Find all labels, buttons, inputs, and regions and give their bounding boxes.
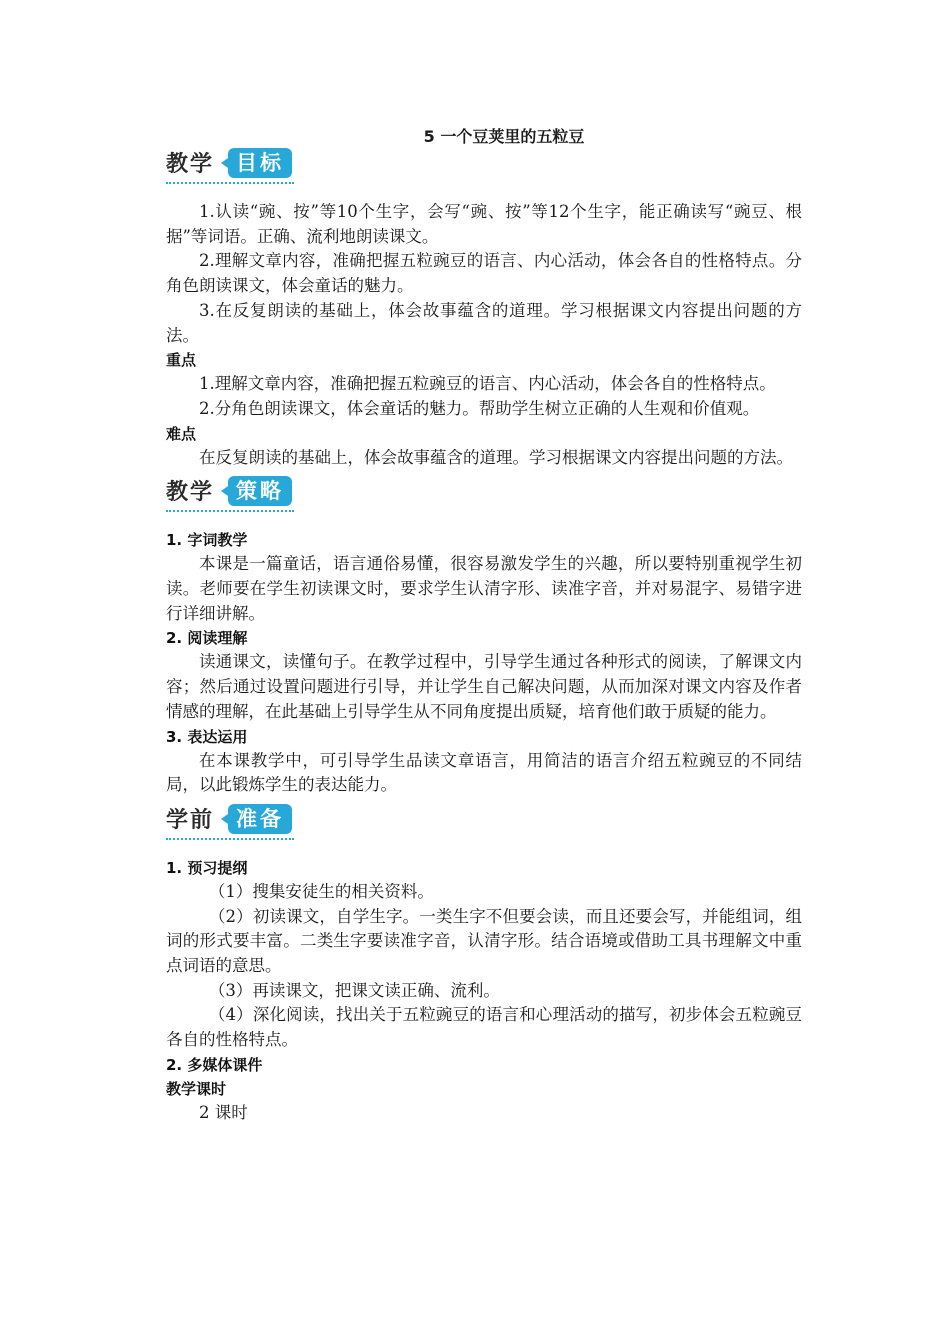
document-content	[166, 126, 802, 1126]
media-heading: 2. 多媒体课件	[166, 1055, 263, 1074]
page-title: 5 一个豆荚里的五粒豆	[423, 127, 585, 146]
banner-underline	[166, 182, 294, 184]
outline-item: （4）深化阅读，找出关于五粒豌豆的语言和心理活动的描写，初步体会五粒豌豆各自的性格特点。	[166, 1005, 802, 1050]
banner-left-text: 教学	[166, 480, 215, 506]
goal-item: 3.在反复朗读的基础上，体会故事蕴含的道理。学习根据课文内容提出问题的方法。	[166, 300, 802, 345]
hours-heading: 教学课时	[166, 1079, 227, 1098]
key-point-item: 1.理解文章内容，准确把握五粒豌豆的语言、内心活动，体会各自的性格特点。	[199, 374, 776, 394]
goal-item: 1.认读“豌、按”等10个生字，会写“豌、按”等12个生字，能正确读写“豌豆、根据”等词语。正确、流利地朗读课文。	[166, 202, 802, 246]
strategy-heading: 1. 字词教学	[166, 531, 248, 550]
strategy-text: 本课是一篇童话，语言通俗易懂，很容易激发学生的兴趣，所以要特别重视学生初读。老师要在学生初读课文时，要求学生认清字形、读准字音，并对易混字、易错字进行详细讲解。	[166, 554, 802, 623]
section-banner-prep	[166, 804, 298, 838]
hours-text: 2 课时	[199, 1102, 248, 1122]
banner-left-text: 学前	[166, 807, 215, 833]
outline-item: （3）再读课文，把课文读正确、流利。	[208, 980, 500, 1000]
section-banner-strategy	[166, 476, 298, 510]
strategy-heading: 3. 表达运用	[166, 727, 248, 746]
outline-heading: 1. 预习提纲	[166, 858, 248, 877]
banner-underline	[166, 510, 294, 512]
banner-right-tag: 准备	[228, 804, 292, 834]
outline-item: （1）搜集安徒生的相关资料。	[208, 881, 434, 901]
strategy-text: 在本课教学中，可引导学生品读文章语言，用简洁的语言介绍五粒豌豆的不同结局，以此锻炼学生的表达能力。	[166, 750, 802, 795]
difficulty-heading: 难点	[166, 424, 197, 443]
banner-left-text: 教学	[166, 152, 215, 177]
strategy-heading: 2. 阅读理解	[166, 629, 248, 648]
key-point-item: 2.分角色朗读课文，体会童话的魅力。帮助学生树立正确的人生观和价值观。	[199, 398, 760, 418]
key-points-heading: 重点	[166, 351, 197, 370]
strategy-text: 读通课文，读懂句子。在教学过程中，引导学生通过各种形式的阅读，了解课文内容；然后通过设置问题进行引导，并让学生自己解决问题，从而加深对课文内容及作者情感的理解，在此基础上引导学生从不同角度提出质疑，培育他们敢于质疑的能力。	[166, 652, 802, 721]
banner-underline	[166, 838, 294, 840]
goal-item: 2.理解文章内容，准确把握五粒豌豆的语言、内心活动，体会各自的性格特点。分角色朗读课文，体会童话的魅力。	[166, 251, 802, 296]
banner-right-tag: 策略	[228, 476, 292, 506]
outline-item: （2）初读课文，自学生字。一类生字不但要会读，而且还要会写，并能组词，组词的形式要丰富。二类生字要读准字音，认清字形。结合语境或借助工具书理解文中重点词语的意思。	[166, 906, 802, 976]
banner-right-tag: 目标	[228, 148, 292, 178]
difficulty-text: 在反复朗读的基础上，体会故事蕴含的道理。学习根据课文内容提出问题的方法。	[199, 447, 793, 467]
section-banner-goals	[166, 148, 298, 182]
